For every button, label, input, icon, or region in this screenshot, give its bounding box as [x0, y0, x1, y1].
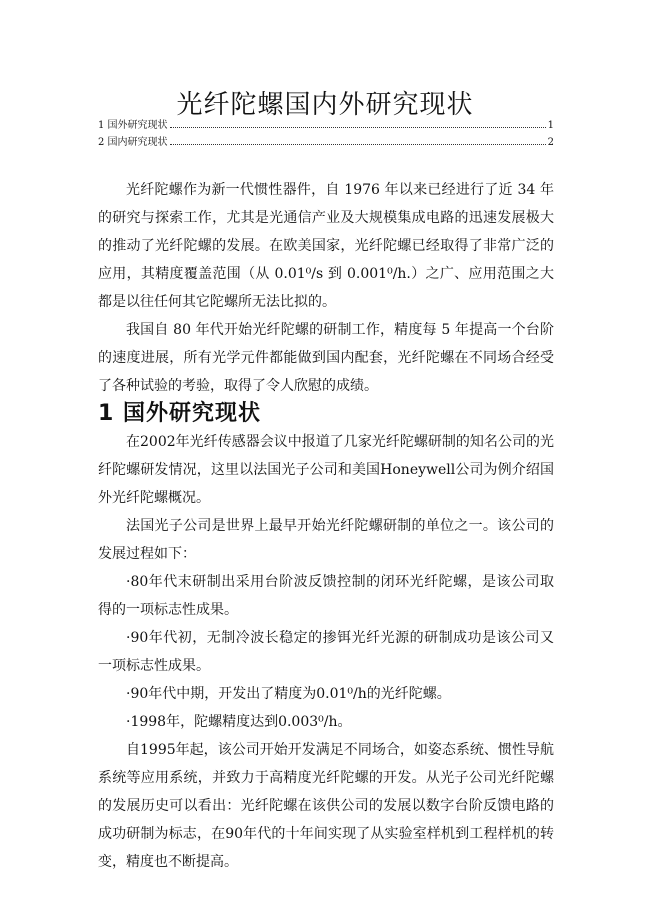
toc-leader-dots — [170, 144, 546, 145]
section-heading: 1 国外研究现状 — [98, 401, 261, 426]
body-paragraph: 自1995年起，该公司开始开发满足不同场合，如姿态系统、惯性导航系统等应用系统，并致力于高精度光纤陀螺的开发。从光子公司光纤陀螺的发展历史可以看出：光纤陀螺在该供公司的发展以数字台阶反馈电路的成功研制为标志，在90年代的十年间实现了从实验室样机到工程样机的转变，精度也不断提高。 — [98, 742, 554, 870]
bullet-item: ·90年代初，无制冷波长稳定的掺铒光纤光源的研制成功是该公司又一项标志性成果。 — [98, 630, 554, 674]
bullet-item: ·80年代末研制出采用台阶波反馈控制的闭环光纤陀螺，是该公司取得的一项标志性成果。 — [98, 574, 554, 618]
body-paragraph: 法国光子公司是世界上最早开始光纤陀螺研制的单位之一。该公司的发展过程如下： — [98, 518, 554, 562]
intro-paragraph: 我国自 80 年代开始光纤陀螺的研制工作，精度每 5 年提高一个台阶的速度进展，所有光学元件都能做到国内配套，光纤陀螺在不同场合经受了各种试验的考验，取得了令人欣慰的成绩。 — [98, 322, 554, 394]
body-paragraph: 在2002年光纤传感器会议中报道了几家光纤陀螺研制的知名公司的光纤陀螺研发情况，这里以法国光子公司和美国Honeywell公司为例介绍国外光纤陀螺概况。 — [98, 434, 554, 506]
toc-leader-dots — [170, 127, 546, 128]
toc-entry[interactable] — [98, 133, 554, 150]
bullet-item: ·90年代中期，开发出了精度为0.01⁰/h的光纤陀螺。 — [126, 686, 451, 702]
toc-entry-page: 1 — [547, 120, 554, 131]
table-of-contents — [98, 116, 554, 150]
toc-entry-label: 1 国外研究现状 — [98, 120, 168, 131]
document-body — [98, 176, 554, 876]
toc-entry[interactable] — [98, 116, 554, 133]
intro-paragraph: 光纤陀螺作为新一代惯性器件，自 1976 年以来已经进行了近 34 年的研究与探索工作，尤其是光通信产业及大规模集成电路的迅速发展极大的推动了光纤陀螺的发展。在欧美国家，光纤陀螺已经取得了非常广泛的应用，其精度覆盖范围（从 0.01⁰/s 到 0.001⁰/h.）之广、应用范围之大都是以往任何其它陀螺所无法比拟的。 — [98, 182, 554, 310]
toc-entry-label: 2 国内研究现状 — [98, 137, 168, 148]
bullet-item: ·1998年，陀螺精度达到0.003⁰/h。 — [126, 714, 352, 730]
document-title: 光纤陀螺国内外研究现状 — [176, 90, 474, 120]
toc-entry-page: 2 — [547, 137, 554, 148]
